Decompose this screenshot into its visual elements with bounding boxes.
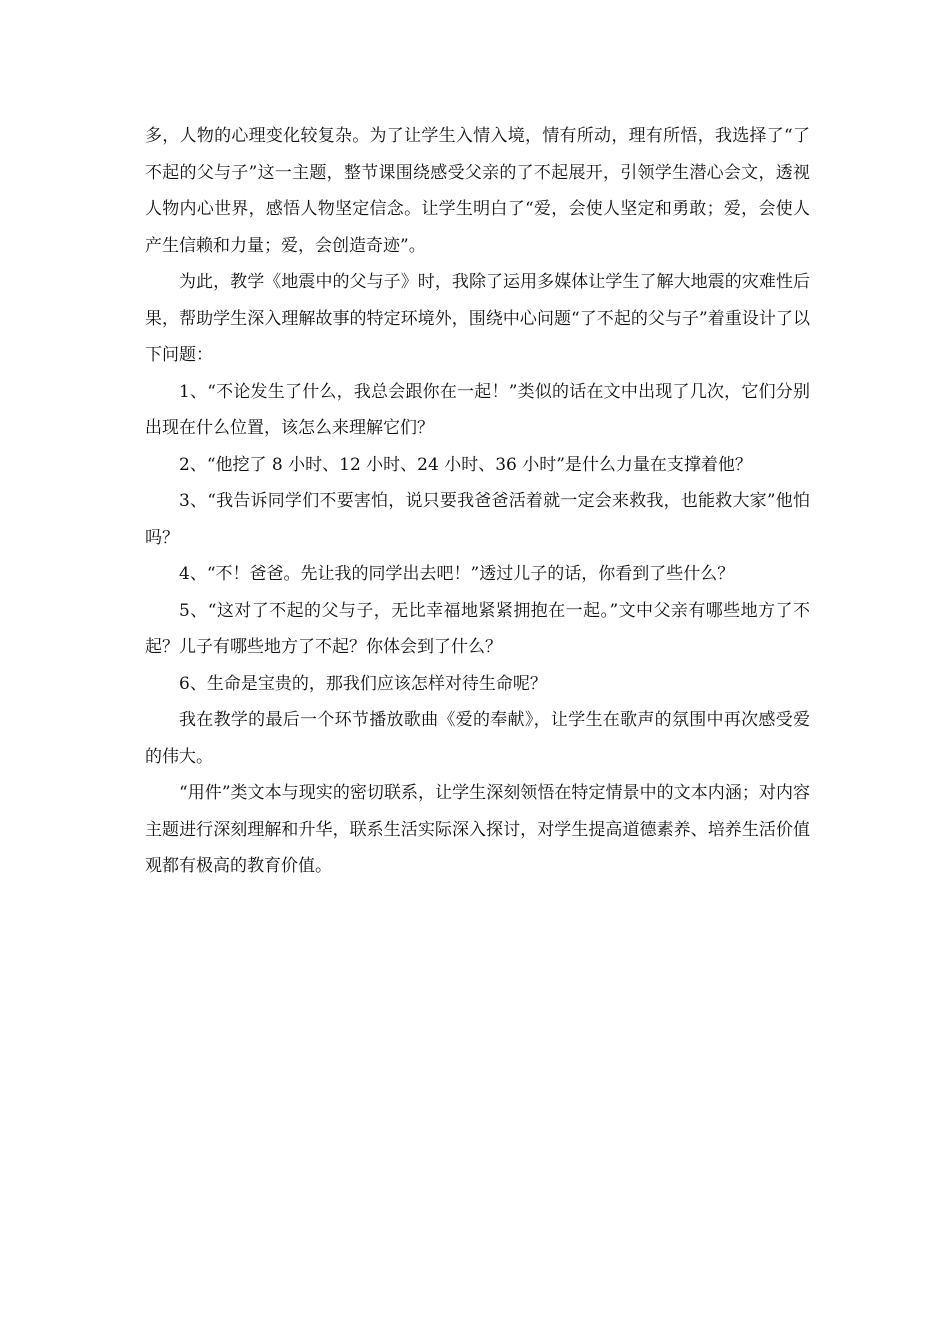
question-3: 3、“我告诉同学们不要害怕，说只要我爸爸活着就一定会来救我，也能救大家”他怕吗？	[145, 491, 810, 548]
paragraph-conclusion: “用件”类文本与现实的密切联系，让学生深刻领悟在特定情景中的文本内涵；对内容主题进行深刻理解和升华，联系生活实际深入探讨，对学生提高道德素养、培养生活价值观都有极高的教育价值。	[145, 783, 810, 876]
question-6: 6、生命是宝贵的，那我们应该怎样对待生命呢？	[179, 673, 547, 694]
paragraph-teaching-design: 为此，教学《地震中的父与子》时，我除了运用多媒体让学生了解大地震的灾难性后果，帮助学生深入理解故事的特定环境外，围绕中心问题“了不起的父与子”着重设计了以下问题：	[145, 272, 810, 365]
question-1: 1、“不论发生了什么，我总会跟你在一起！”类似的话在文中出现了几次，它们分别出现在什么位置，该怎么来理解它们？	[145, 381, 810, 438]
question-2: 2、“他挖了 8 小时、12 小时、24 小时、36 小时”是什么力量在支撑着他？	[179, 454, 752, 475]
paragraph-continuation: 多，人物的心理变化较复杂。为了让学生入情入境，情有所动，理有所悟，我选择了“了不起的父与子”这一主题，整节课围绕感受父亲的了不起展开，引领学生潜心会文，透视人物内心世界，感悟人物坚定信念。让学生明白了“爱，会使人坚定和勇敢；爱，会使人产生信赖和力量；爱，会创造奇迹”。	[145, 126, 810, 256]
paragraph-song: 我在教学的最后一个环节播放歌曲《爱的奉献》，让学生在歌声的氛围中再次感受爱的伟大。	[145, 710, 810, 767]
body-text	[145, 118, 810, 885]
question-5: 5、“这对了不起的父与子，无比幸福地紧紧拥抱在一起。”文中父亲有哪些地方了不起？儿子有哪些地方了不起？你体会到了什么？	[145, 600, 810, 657]
question-4: 4、“不！爸爸。先让我的同学出去吧！”透过儿子的话，你看到了些什么？	[179, 564, 735, 584]
